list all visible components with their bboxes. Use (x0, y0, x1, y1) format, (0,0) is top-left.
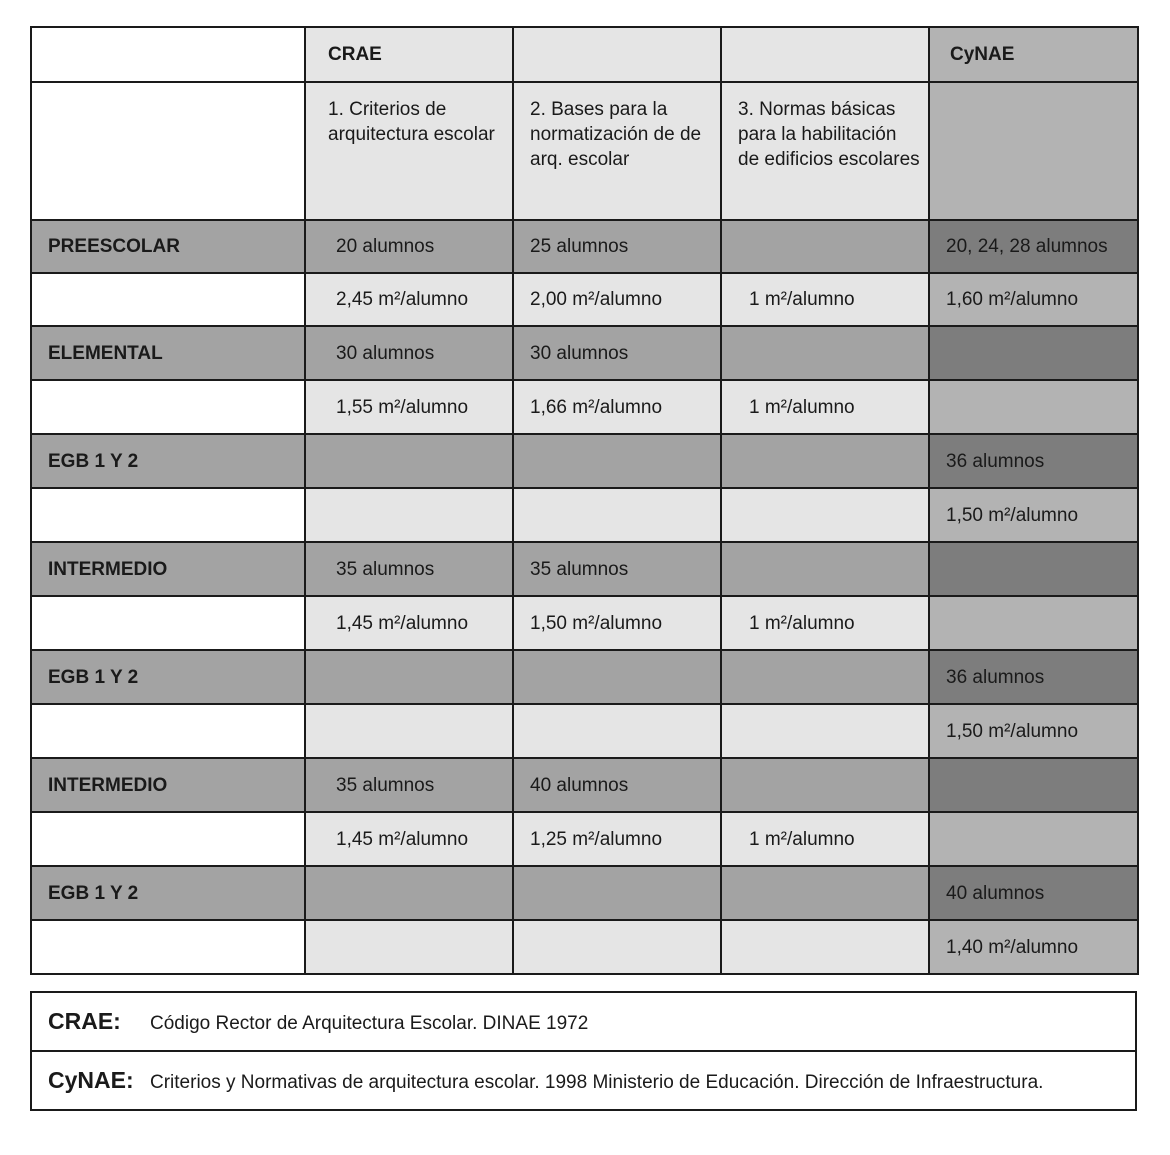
table-row (31, 542, 1138, 596)
header-col-3 (721, 27, 929, 82)
table-row (31, 380, 1138, 434)
cell-crae-1: 1,45 m²/alumno (305, 596, 513, 650)
cell-crae-3 (721, 542, 929, 596)
cell-crae-2: 30 alumnos (513, 326, 721, 380)
table-row (31, 812, 1138, 866)
cell-crae-3 (721, 920, 929, 974)
row-label: EGB 1 Y 2 (31, 866, 305, 920)
cell-crae-2: 35 alumnos (513, 542, 721, 596)
cell-crae-3: 1 m²/alumno (721, 380, 929, 434)
subheader-cynae (929, 82, 1138, 220)
subheader-criterios: 1. Criterios de arquitectura escolar (305, 82, 513, 220)
row-label (31, 488, 305, 542)
cell-crae-3 (721, 488, 929, 542)
table-row (31, 488, 1138, 542)
table-row (31, 920, 1138, 974)
cell-crae-2 (513, 434, 721, 488)
row-label (31, 380, 305, 434)
table-row (31, 434, 1138, 488)
cell-cynae: 40 alumnos (929, 866, 1138, 920)
legend-table (30, 991, 1137, 1111)
row-label (31, 920, 305, 974)
header-cynae: CyNAE (929, 27, 1138, 82)
table-row (31, 650, 1138, 704)
cell-crae-1: 30 alumnos (305, 326, 513, 380)
cell-cynae (929, 326, 1138, 380)
cell-crae-1 (305, 866, 513, 920)
cell-crae-1 (305, 704, 513, 758)
row-label (31, 596, 305, 650)
table-row (31, 704, 1138, 758)
row-label: EGB 1 Y 2 (31, 650, 305, 704)
row-label: INTERMEDIO (31, 542, 305, 596)
row-label (31, 812, 305, 866)
subheader-corner-cell (31, 82, 305, 220)
comparison-table (30, 26, 1139, 975)
cell-crae-2 (513, 704, 721, 758)
row-label: PREESCOLAR (31, 220, 305, 273)
cell-cynae: 1,40 m²/alumno (929, 920, 1138, 974)
cell-crae-2 (513, 650, 721, 704)
cell-crae-1: 35 alumnos (305, 542, 513, 596)
cell-crae-3 (721, 434, 929, 488)
table-subheader-row (31, 82, 1138, 220)
table-row (31, 273, 1138, 326)
cell-crae-1: 20 alumnos (305, 220, 513, 273)
cell-crae-3 (721, 650, 929, 704)
row-label (31, 704, 305, 758)
cell-crae-1 (305, 920, 513, 974)
cell-crae-3 (721, 326, 929, 380)
cell-crae-2 (513, 488, 721, 542)
table-row (31, 866, 1138, 920)
cell-crae-2: 1,50 m²/alumno (513, 596, 721, 650)
cell-crae-3: 1 m²/alumno (721, 273, 929, 326)
cell-crae-3 (721, 758, 929, 812)
cell-crae-2 (513, 866, 721, 920)
cell-crae-2: 1,25 m²/alumno (513, 812, 721, 866)
cell-cynae: 1,50 m²/alumno (929, 704, 1138, 758)
cell-crae-2 (513, 920, 721, 974)
legend-definition: Código Rector de Arquitectura Escolar. DINAE 1972 (150, 1013, 589, 1034)
subheader-normas: 3. Normas básicas para la habilitación de edificios escolares (721, 82, 929, 220)
cell-crae-1 (305, 488, 513, 542)
cell-crae-2: 2,00 m²/alumno (513, 273, 721, 326)
header-crae: CRAE (305, 27, 513, 82)
cell-crae-2: 40 alumnos (513, 758, 721, 812)
header-col-2 (513, 27, 721, 82)
subheader-bases: 2. Bases para la normatización de de arq. escolar (513, 82, 721, 220)
cell-cynae: 36 alumnos (929, 650, 1138, 704)
cell-crae-3: 1 m²/alumno (721, 812, 929, 866)
cell-cynae (929, 380, 1138, 434)
cell-crae-3: 1 m²/alumno (721, 596, 929, 650)
cell-cynae: 1,60 m²/alumno (929, 273, 1138, 326)
legend-definition: Criterios y Normativas de arquitectura escolar. 1998 Ministerio de Educación. Dirección de Infraestructura. (150, 1072, 1044, 1093)
cell-cynae: 20, 24, 28 alumnos (929, 220, 1138, 273)
cell-cynae (929, 812, 1138, 866)
cell-crae-1: 1,45 m²/alumno (305, 812, 513, 866)
cell-cynae: 36 alumnos (929, 434, 1138, 488)
cell-crae-2: 25 alumnos (513, 220, 721, 273)
cell-crae-3 (721, 704, 929, 758)
cell-crae-1: 1,55 m²/alumno (305, 380, 513, 434)
table-row (31, 758, 1138, 812)
cell-crae-1: 35 alumnos (305, 758, 513, 812)
row-label: EGB 1 Y 2 (31, 434, 305, 488)
cell-crae-3 (721, 220, 929, 273)
cell-cynae (929, 596, 1138, 650)
cell-cynae: 1,50 m²/alumno (929, 488, 1138, 542)
cell-crae-1 (305, 434, 513, 488)
legend-cell (31, 992, 1136, 1051)
table-row (31, 326, 1138, 380)
table-row (31, 596, 1138, 650)
header-corner-cell (31, 27, 305, 82)
legend-row-cynae (31, 1051, 1136, 1110)
table-header-row (31, 27, 1138, 82)
legend-key: CRAE: (48, 1008, 121, 1034)
row-label: INTERMEDIO (31, 758, 305, 812)
legend-key: CyNAE: (48, 1067, 134, 1093)
row-label (31, 273, 305, 326)
legend-cell (31, 1051, 1136, 1110)
row-label: ELEMENTAL (31, 326, 305, 380)
cell-crae-1 (305, 650, 513, 704)
cell-cynae (929, 542, 1138, 596)
table-row (31, 220, 1138, 273)
cell-crae-1: 2,45 m²/alumno (305, 273, 513, 326)
cell-crae-3 (721, 866, 929, 920)
cell-crae-2: 1,66 m²/alumno (513, 380, 721, 434)
cell-cynae (929, 758, 1138, 812)
legend-row-crae (31, 992, 1136, 1051)
